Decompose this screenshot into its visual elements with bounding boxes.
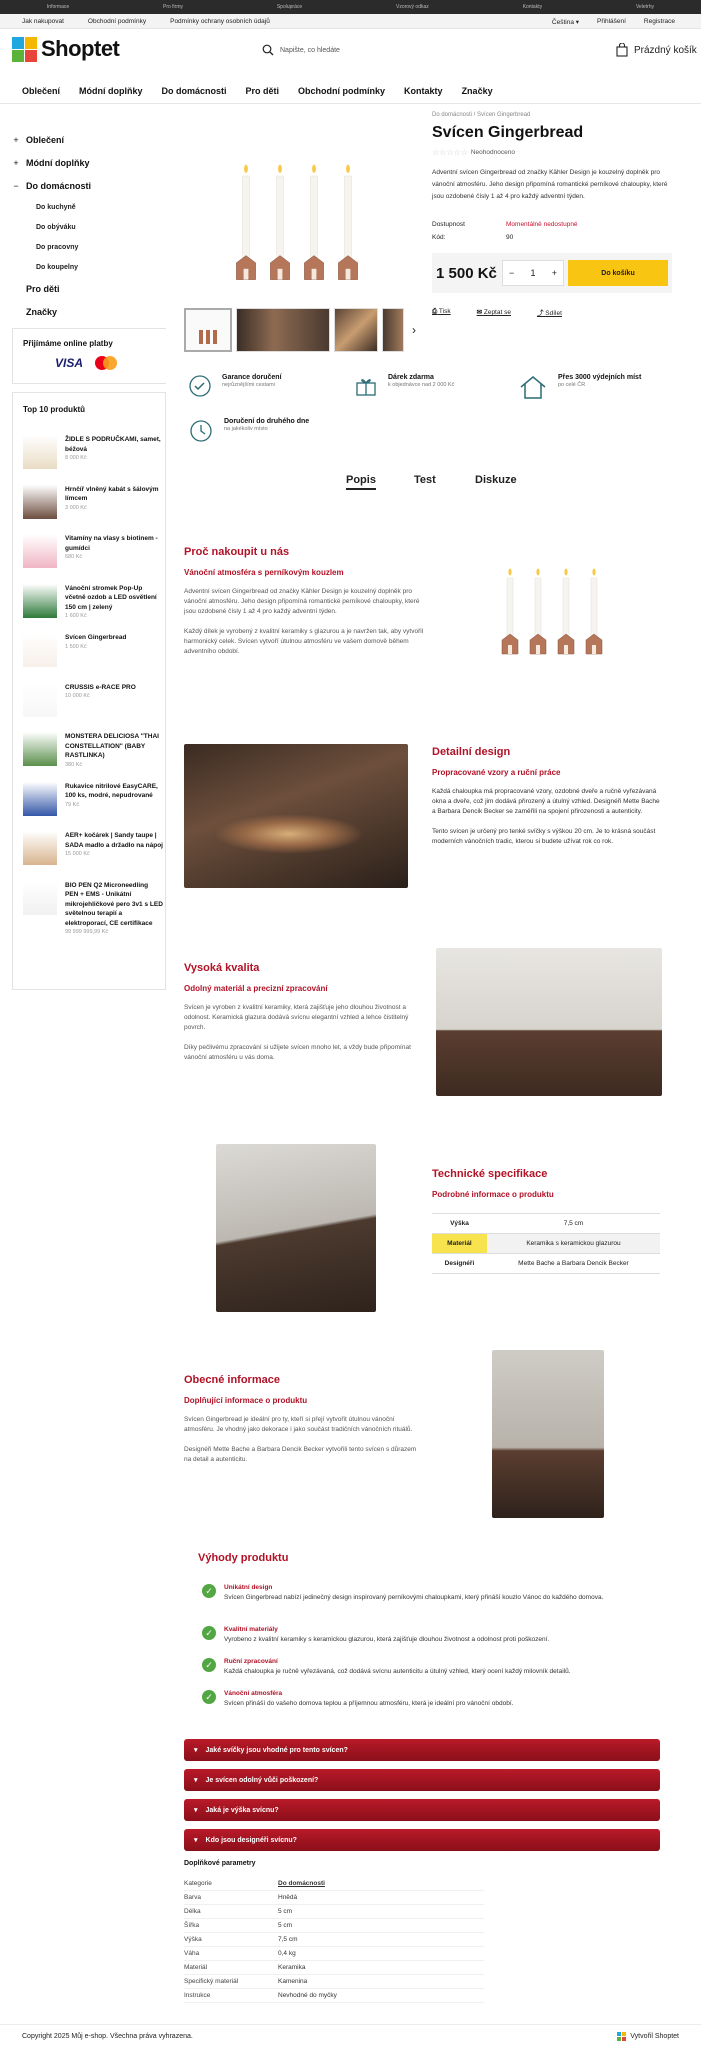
table-row [432, 1234, 660, 1254]
faq-item[interactable] [184, 1769, 660, 1791]
logo-icon [617, 2032, 626, 2041]
breadcrumb[interactable]: Do domácnosti / Svícen Gingerbread [432, 112, 531, 118]
product-actions [432, 308, 672, 317]
candle-photo [488, 560, 616, 678]
perk-item [188, 418, 309, 444]
perk-item [354, 374, 454, 398]
spec-key: Materiál [432, 1234, 487, 1254]
chevron-down-icon: ▾ [575, 19, 580, 26]
param-value: Keramika [278, 1964, 306, 1971]
main-nav [22, 86, 493, 96]
section-subtitle: Podrobné informace o produktu [432, 1190, 554, 1199]
param-key: Barva [184, 1894, 201, 1901]
search-icon [262, 44, 274, 56]
top-products-title: Top 10 produktů [23, 405, 86, 414]
search-placeholder: Napište, co hledáte [280, 46, 340, 54]
content-section [184, 962, 424, 1063]
topbar-link[interactable]: Informace [46, 4, 70, 10]
product-price: 99 999 999,99 Kč [65, 929, 109, 935]
clock-icon [188, 418, 214, 444]
nav-item[interactable]: Značky [461, 86, 493, 96]
spec-table [432, 1213, 660, 1274]
sidebar-item[interactable]: Pro děti [26, 283, 60, 294]
thumbnail-strip [184, 308, 416, 352]
benefits-title: Výhody produktu [198, 1552, 289, 1564]
list-item[interactable] [23, 683, 163, 717]
content-section [432, 1168, 662, 1274]
ask-label: Zeptat se [483, 309, 511, 316]
section-text: Adventní svícen Gingerbread od značky Kähler Design je kouzelný doplněk pro vánoční atmosféru. Jeho design připomíná romantické perníkové chaloupky, které jsou ozdobené čísly 1 až 4 pro každý adventní týden. [184, 588, 420, 615]
chevron-right-icon[interactable]: › [412, 323, 416, 337]
sidebar-label: Módní doplňky [26, 157, 90, 168]
sidebar-subitem[interactable]: Do kuchyně [36, 203, 76, 211]
perk-sub: na jakékoliv místo [224, 426, 268, 432]
faq-item[interactable] [184, 1829, 660, 1851]
top-bar [0, 0, 701, 14]
benefit-title: Kvalitní materiály [224, 1626, 278, 1633]
product-thumbnail[interactable] [23, 831, 57, 865]
spec-value: 7,5 cm [487, 1214, 660, 1234]
list-item[interactable] [23, 633, 163, 667]
product-price: 15 000 Kč [65, 851, 90, 857]
content-section [184, 1374, 424, 1465]
benefit-text: Každá chaloupka je ručně vyřezávaná, což dodává svícnu autenticitu a útulný vzhled, který ocení každý milovník detailů. [224, 1668, 571, 1675]
credit-text: Vytvořil Shoptet [630, 2033, 679, 2040]
table-row [184, 1989, 484, 2003]
param-key: Specifický materiál [184, 1978, 239, 1985]
logo-text: Shoptet [41, 36, 120, 61]
table-row [184, 1975, 484, 1989]
spec-value: Keramika s keramickou glazurou [487, 1234, 660, 1254]
section-title: Vysoká kvalita [184, 962, 260, 974]
product-name[interactable]: BIO PEN Q2 Microneedling PEN + EMS - Unikátní mikrojehličkové pero 3v1 s LED světelnou terapií a elektroporací, CE certifikace [65, 881, 163, 927]
list-item[interactable] [23, 534, 163, 568]
mastercard-icon [95, 356, 117, 370]
product-name[interactable]: Hrnčíř vlněný kabát s šálovým límcem [65, 485, 159, 502]
param-key: Váha [184, 1950, 200, 1957]
shoptet-credit[interactable] [617, 2032, 679, 2041]
benefit-title: Ruční zpracování [224, 1658, 278, 1665]
product-name[interactable]: CRUSSIS e-RACE PRO [65, 683, 136, 691]
table-row [184, 1891, 484, 1905]
product-thumbnail[interactable] [23, 782, 57, 816]
register-link[interactable]: Registrace [643, 18, 675, 25]
footer [0, 2024, 701, 2048]
thumbnail[interactable] [236, 308, 330, 352]
nav-item[interactable]: Kontakty [404, 86, 443, 96]
list-item[interactable] [23, 732, 163, 768]
section-subtitle: Vánoční atmosféra s perníkovým kouzlem [184, 568, 344, 577]
product-thumbnail[interactable] [23, 732, 57, 766]
list-item[interactable] [23, 831, 163, 865]
tab-discussion[interactable]: Diskuze [475, 474, 517, 486]
nav-item[interactable]: Obchodní podmínky [298, 86, 386, 96]
share-link[interactable] [537, 308, 562, 317]
sidebar-label: Do domácnosti [26, 180, 92, 191]
product-price: 79 Kč [65, 801, 80, 808]
spec-key: Designéři [432, 1254, 487, 1274]
thumbnail[interactable] [184, 308, 232, 352]
product-title: Svícen Gingerbread [432, 124, 584, 141]
spec-key: Výška [432, 1214, 487, 1234]
rating-text: Neohodnoceno [470, 149, 515, 156]
minus-icon[interactable]: − [509, 268, 515, 278]
section-subtitle: Doplňující informace o produktu [184, 1396, 308, 1405]
product-price: 380 Kč [65, 761, 83, 768]
product-name[interactable]: Vitamíny na vlasy s biotinem - gumídci [65, 535, 158, 552]
perk-item [188, 374, 282, 398]
nav-item[interactable]: Módní doplňky [79, 86, 143, 96]
check-icon: ✓ [202, 1584, 216, 1598]
plus-icon[interactable]: + [551, 268, 557, 278]
nav-item[interactable]: Pro děti [245, 86, 280, 96]
print-label: Tisk [438, 308, 451, 315]
product-price: 3 000 Kč [65, 504, 87, 511]
section-text: Svícen Gingerbread je ideální pro ty, kteří si přejí vytvořit útulnou vánoční atmosféru. Je vhodný jako dekorace i jako součást tradičních vánočních rituálů. [184, 1416, 413, 1433]
param-key: Šířka [184, 1922, 200, 1929]
benefit-text: Svícen Gingerbread nabízí jedinečný design inspirovaný perníkovými chaloupkami, který přináší kouzlo Vánoc do každého domova. [224, 1594, 604, 1601]
section-title: Proč nakoupit u nás [184, 546, 290, 558]
param-key: Výška [184, 1936, 202, 1943]
list-item[interactable] [23, 435, 163, 469]
product-price: 10 000 Kč [65, 693, 90, 699]
sidebar-item[interactable] [12, 151, 166, 174]
candle [304, 165, 323, 280]
faq-item[interactable] [184, 1739, 660, 1761]
add-to-cart-button[interactable]: Do košíku [568, 260, 668, 286]
param-value: 5 cm [278, 1908, 293, 1915]
rating[interactable] [432, 148, 672, 157]
candle [558, 569, 574, 655]
check-icon: ✓ [202, 1690, 216, 1704]
nav-item[interactable]: Oblečení [22, 86, 61, 96]
thumbnail[interactable] [334, 308, 378, 352]
list-item[interactable] [23, 584, 163, 620]
product-photo [184, 160, 420, 298]
perk-title: Dárek zdarma [388, 374, 434, 381]
product-price: 8 000 Kč [65, 455, 87, 461]
candle [502, 569, 518, 655]
print-link[interactable] [432, 308, 451, 317]
sidebar-label: Oblečení [26, 134, 65, 145]
check-icon: ✓ [202, 1626, 216, 1640]
benefit-item [202, 1690, 513, 1709]
category-sidebar [12, 128, 166, 323]
topbar-link[interactable]: Pro firmy [163, 4, 183, 10]
product-thumbnail[interactable] [23, 584, 57, 618]
logo-icon [12, 37, 37, 62]
product-description: Adventní svícen Gingerbread od značky Kähler Design je kouzelný doplněk pro vánoční atmosféru. Jeho design připomíná romantické perníkové chaloupky, které jsou ozdobené čísly 1 až 4 pro každý adventní týden. [432, 169, 668, 200]
product-name[interactable]: ŽIDLE S PODRUČKAMI, samet, béžová [65, 436, 161, 453]
product-name[interactable]: MONSTERA DELICIOSA "THAI CONSTELLATION" (BABY RASTLINKA) [65, 733, 159, 759]
faq-question: Jaké svíčky jsou vhodné pro tento svícen? [205, 1746, 348, 1754]
sidebar-subitem[interactable]: Do obýváku [36, 223, 76, 231]
language-select[interactable] [552, 18, 579, 26]
buy-box [432, 253, 672, 293]
printer-icon: ⎙ [432, 308, 438, 315]
logo[interactable] [12, 36, 119, 62]
section-title: Detailní design [432, 746, 511, 758]
quantity-stepper[interactable] [502, 260, 564, 286]
plus-icon[interactable]: + [13, 134, 19, 145]
tab-test[interactable]: Test [414, 474, 436, 486]
table-row [184, 1961, 484, 1975]
house-lantern-photo [184, 744, 408, 888]
payments-box [12, 328, 166, 384]
cart-button[interactable] [616, 43, 697, 57]
availability [432, 221, 672, 241]
faq-question: Je svícen odolný vůči poškození? [205, 1776, 319, 1784]
benefit-text: Vyrobeno z kvalitní keramiky s keramickou glazurou, která zajišťuje dlouhou životnost a odolnost proti poškození. [224, 1636, 550, 1643]
param-value: Kamenina [278, 1978, 308, 1985]
link-terms[interactable]: Obchodní podmínky [87, 18, 147, 25]
benefit-text: Svícen přináší do vašeho domova teplou a příjemnou atmosféru, která je ideální pro vánoční období. [224, 1700, 514, 1707]
topbar-link[interactable]: Vzorový odkaz [395, 4, 429, 10]
product-name[interactable]: AER+ kočárek | Sandy taupe | SADA madlo a držadlo na nápoj [65, 832, 163, 849]
candle [236, 165, 255, 280]
sidebar-subitem[interactable]: Do koupelny [36, 263, 79, 271]
benefit-item [202, 1658, 571, 1677]
topbar-link[interactable]: Kontakty [522, 4, 543, 10]
param-value: 0,4 kg [278, 1950, 296, 1957]
section-text: Designéři Mette Bache a Barbara Dencik Becker vytvořili tento svícen s důrazem na detail a autenticitu. [184, 1446, 417, 1463]
section-text: Tento svícen je určený pro tenké svíčky s výškou 20 cm. Je to krásná součást moderních vánočních tradic, kterou si budete užívat rok co rok. [432, 828, 656, 845]
param-key: Kategorie [184, 1880, 212, 1887]
minus-icon[interactable]: − [13, 180, 19, 191]
payments-title: Přijímáme online platby [23, 339, 113, 348]
section-text: Každá chaloupka má propracované vzory, ozdobné dveře a ručně vyřezávaná okna a dveře, což jim dodává přirozený a útulný vzhled. Designéři Mette Bache a Barbara Dencik Becker se zaměřili na spojení přirozenosti a autenticity. [432, 788, 660, 815]
product-tabs [0, 474, 701, 494]
visa-logo: VISA [55, 356, 84, 370]
link-privacy[interactable]: Podmínky ochrany osobních údajů [170, 18, 270, 25]
section-text: Každý dílek je vyrobený z kvalitní keramiky s glazurou a je navržen tak, aby vytvořil harmonický celek. Svícen vytvoří útulnou atmosféru ve vašem domově během adventního období. [184, 628, 424, 655]
availability-value: Momentálně nedostupné [506, 221, 578, 228]
shield-check-icon [188, 374, 212, 398]
product-price: 1 500 Kč [65, 643, 87, 650]
chevron-down-icon: ▾ [194, 1747, 198, 1754]
login-link[interactable]: Přihlášení [597, 18, 626, 25]
section-title: Obecné informace [184, 1374, 280, 1386]
content-section [432, 746, 662, 847]
product-thumbnail[interactable] [23, 683, 57, 717]
product-thumbnail[interactable] [23, 435, 57, 469]
section-text: Svícen je vyroben z kvalitní keramiky, která zajišťuje jeho dlouhou životnost a odolnost. Keramická glazura dodává svícnu elegantní vzhled a lehce čistitelný povrch. [184, 1004, 409, 1031]
availability-label: Dostupnost [432, 221, 465, 228]
code-value: 90 [506, 234, 514, 241]
product-price: 1 600 Kč [65, 613, 87, 619]
chevron-down-icon: ▾ [194, 1807, 198, 1814]
language-label: Čeština [551, 19, 574, 26]
candle [270, 165, 289, 280]
nav-item[interactable]: Do domácnosti [161, 86, 227, 96]
product-thumbnail[interactable] [23, 534, 57, 568]
product-name[interactable]: Vánoční stromek Pop-Up včetně ozdob a LED osvětlení 150 cm | zelený [65, 584, 157, 611]
content-section [184, 546, 424, 657]
code-label: Kód: [432, 234, 446, 241]
benefit-item [202, 1584, 603, 1603]
benefit-title: Vánoční atmosféra [224, 1690, 283, 1697]
share-icon: ⤴ [536, 310, 544, 317]
thumbnail[interactable] [382, 308, 404, 352]
candle [586, 569, 602, 655]
chevron-down-icon: ▾ [194, 1777, 198, 1784]
table-row [184, 1905, 484, 1919]
candle [338, 165, 357, 280]
quantity-value[interactable]: 1 [530, 268, 536, 278]
param-value[interactable]: Do domácnosti [278, 1880, 325, 1887]
param-value: Hnědá [278, 1894, 298, 1901]
faq-item[interactable] [184, 1799, 660, 1821]
faq-question: Jaká je výška svícnu? [205, 1806, 279, 1814]
benefit-item [202, 1626, 549, 1645]
table-row [184, 1877, 484, 1891]
sidebar-item[interactable] [12, 174, 166, 197]
product-name[interactable]: Svícen Gingerbread [65, 634, 127, 641]
plus-icon[interactable]: + [13, 157, 19, 168]
perk-title: Doručení do druhého dne [224, 418, 310, 425]
perk-title: Přes 3000 výdejních míst [558, 374, 642, 381]
product-thumbnail[interactable] [23, 633, 57, 667]
sidebar-subitem[interactable]: Do pracovny [36, 243, 79, 251]
perk-sub: po celé ČR [558, 382, 586, 388]
list-item[interactable] [23, 782, 163, 816]
table-row [184, 1919, 484, 1933]
product-price: 680 Kč [65, 554, 83, 560]
price: 1 500 Kč [436, 264, 497, 282]
candles-shelf-photo [216, 1144, 376, 1312]
tab-description[interactable]: Popis [346, 474, 376, 490]
copyright: Copyright 2025 Můj e-shop. Všechna práva vyhrazena. [22, 2033, 193, 2040]
product-thumbnail[interactable] [23, 881, 57, 915]
divider [0, 103, 701, 104]
utility-bar [0, 14, 701, 29]
section-title: Technické specifikace [432, 1168, 548, 1180]
perk-title: Garance doručení [222, 374, 282, 381]
candle [530, 569, 546, 655]
topbar-link[interactable]: Spolupráce [276, 4, 303, 10]
param-value: 5 cm [278, 1922, 293, 1929]
candle-houses-photo [436, 948, 662, 1096]
list-item[interactable] [23, 881, 163, 936]
sidebar-item[interactable]: Značky [26, 306, 58, 317]
spec-value: Mette Bache a Barbara Dencik Becker [487, 1254, 660, 1274]
table-row [184, 1947, 484, 1961]
gift-icon [354, 374, 378, 398]
section-text: Díky pečlivému zpracování si užijete svícen mnoho let, a vždy bude připomínat vánoční atmosféru u vás doma. [184, 1044, 411, 1061]
product-info [432, 112, 672, 317]
candles-table-photo [492, 1350, 604, 1518]
faq-question: Kdo jsou designéři svícnu? [205, 1836, 297, 1844]
link-how-to-buy[interactable]: Jak nakupovat [22, 18, 64, 25]
ask-link[interactable] [477, 308, 511, 317]
param-value: Nevhodné do myčky [278, 1992, 337, 1999]
perk-item [518, 374, 641, 400]
param-key: Instrukce [184, 1992, 211, 1999]
sidebar-item[interactable] [12, 128, 166, 151]
topbar-link[interactable]: Veletrhy [635, 4, 655, 10]
house-icon [518, 374, 548, 400]
bag-icon [616, 43, 628, 57]
search-input[interactable] [262, 44, 340, 56]
param-key: Materiál [184, 1964, 208, 1971]
table-row [184, 1933, 484, 1947]
check-icon: ✓ [202, 1658, 216, 1672]
section-subtitle: Odolný materiál a precizní zpracování [184, 984, 328, 993]
benefit-title: Unikátní design [224, 1584, 273, 1591]
table-row [432, 1254, 660, 1274]
table-row [432, 1214, 660, 1234]
perk-sub: k objednávce nad 2 000 Kč [388, 382, 455, 388]
param-value: 7,5 cm [278, 1936, 298, 1943]
param-key: Délka [184, 1908, 201, 1915]
cart-label: Prázdný košík [634, 44, 697, 56]
section-subtitle: Propracované vzory a ruční práce [432, 768, 561, 777]
product-name[interactable]: Rukavice nitrilové EasyCARE, 100 ks, modré, nepudrované [65, 782, 158, 799]
chevron-down-icon: ▾ [194, 1837, 198, 1844]
parameters [184, 1860, 484, 2003]
star-icon: ☆☆☆☆☆ [432, 148, 468, 157]
parameters-title: Doplňkové parametry [184, 1860, 256, 1867]
perk-sub: nejrůznějšími cestami [222, 382, 275, 388]
product-main-image[interactable] [184, 160, 420, 298]
chat-icon: ✉ [476, 309, 483, 316]
share-label: Sdílet [545, 310, 562, 317]
